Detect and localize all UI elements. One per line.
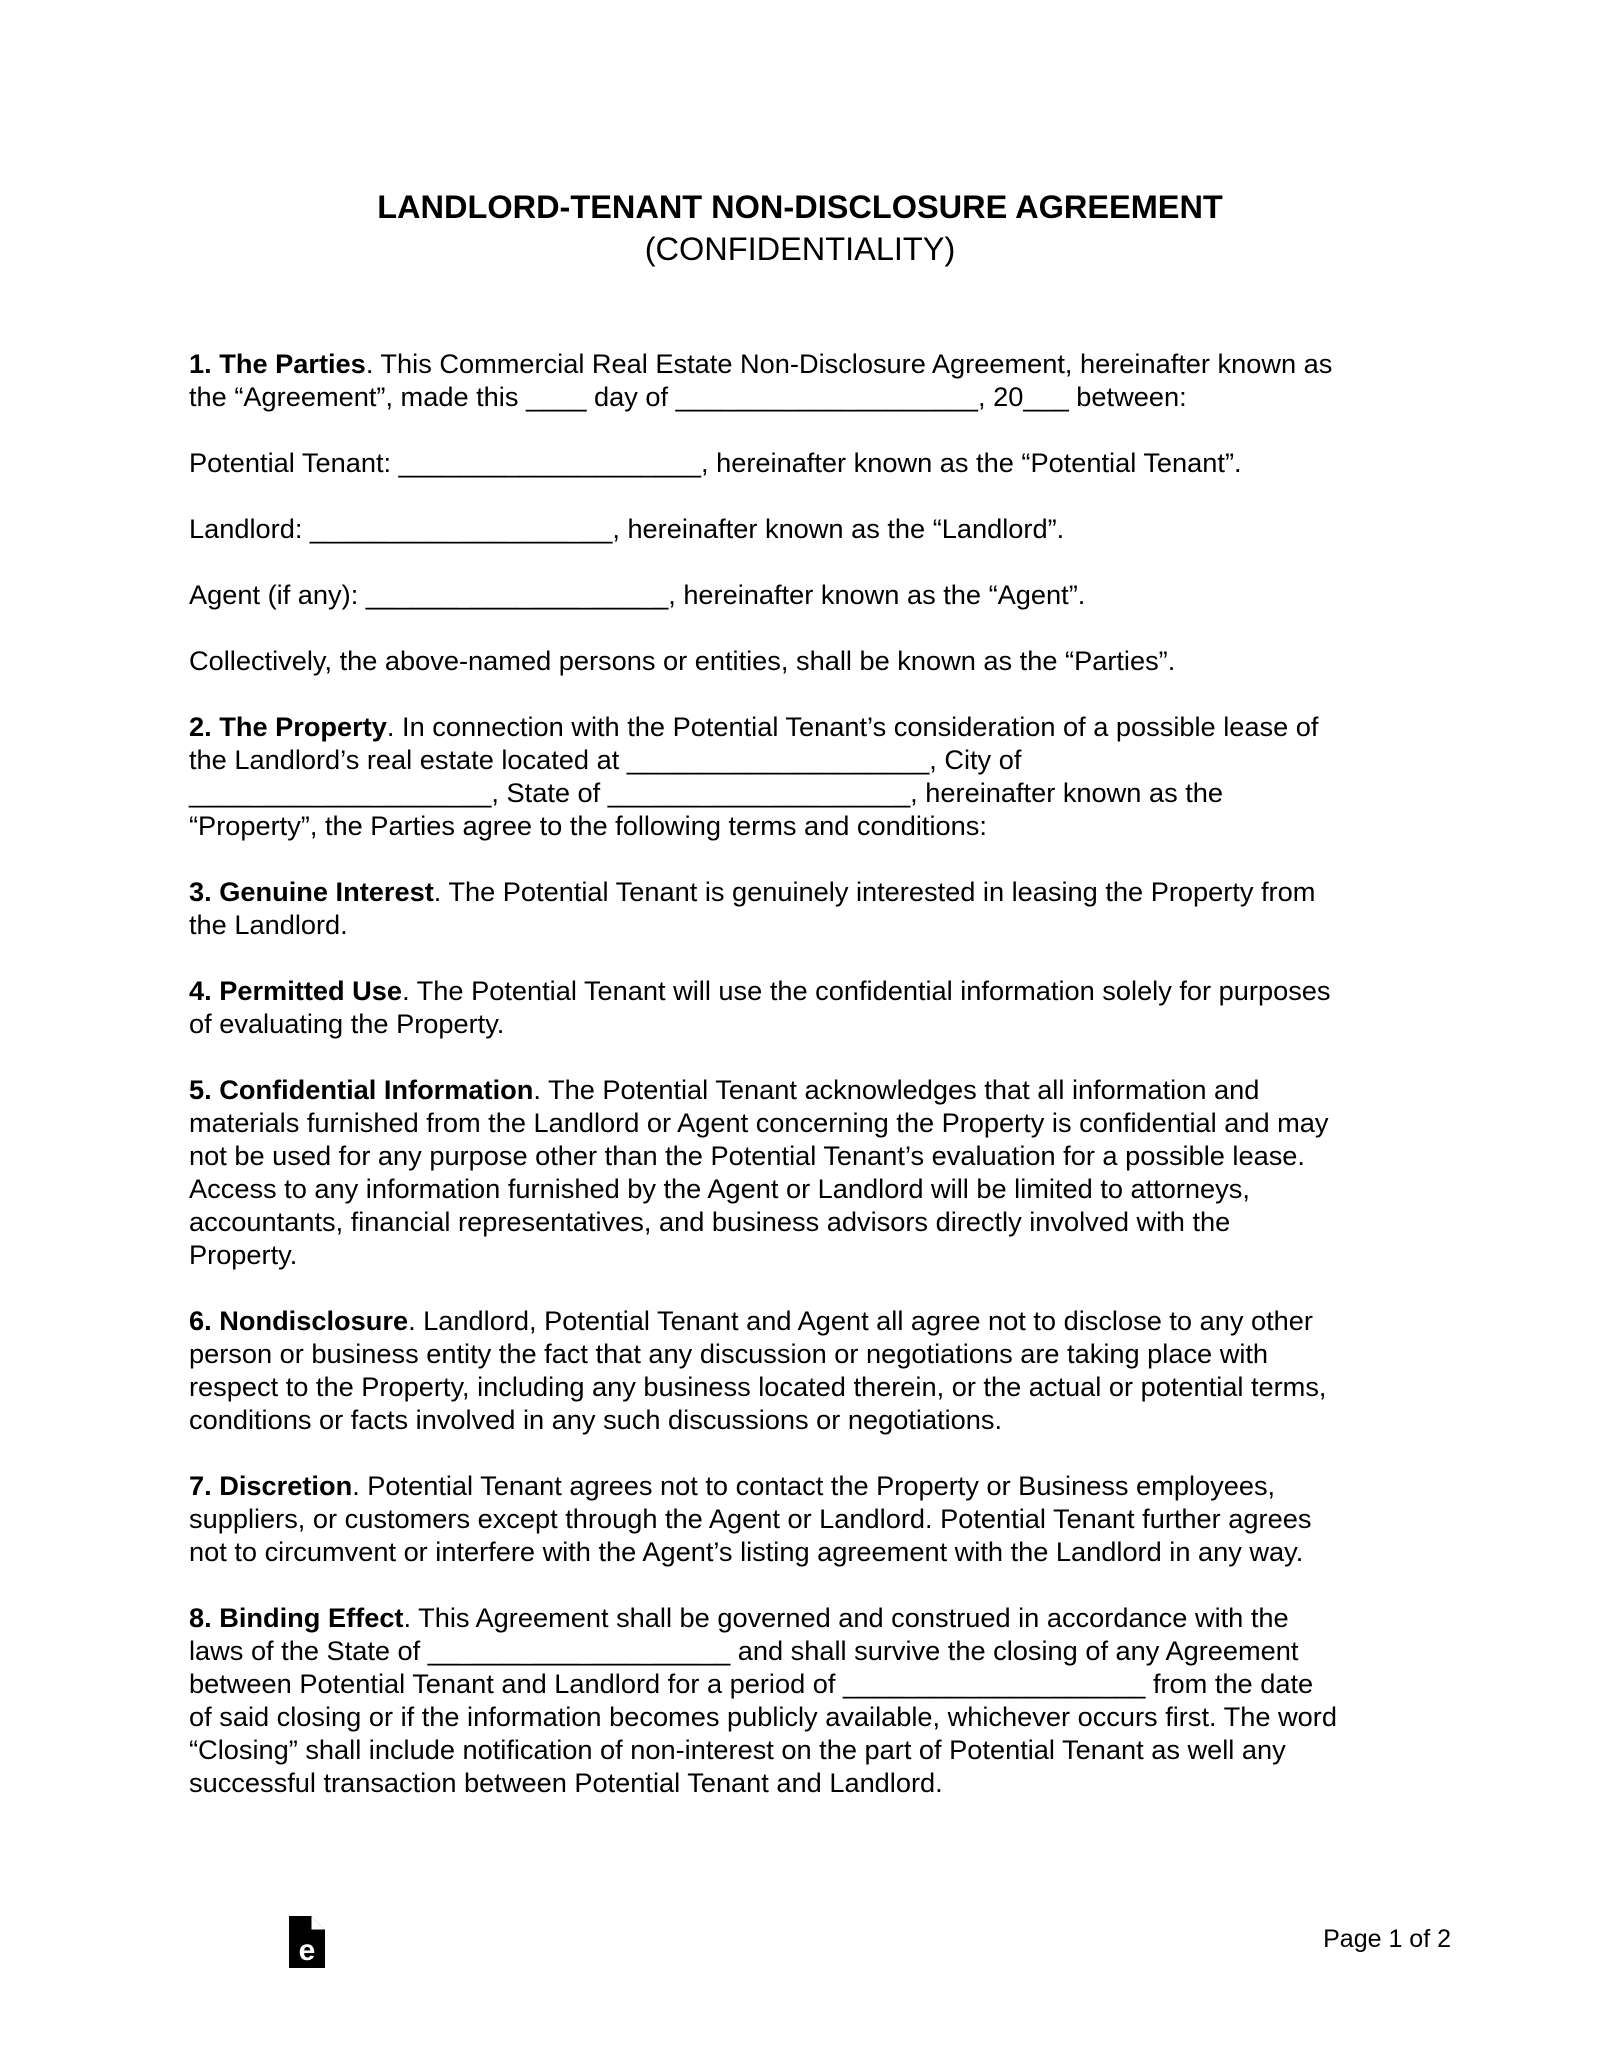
section-heading: 6. Nondisclosure — [189, 1305, 409, 1336]
section-text: . The Potential Tenant acknowledges that all information and materials furnished from the Landlord or Agent concerning the Property is confidential and may not be used for any purpose other than the Potential Tenant’s evaluation for a possible lease. Access to any information furnished by the Agent or Landlord will be limited to attorneys, accountants, financial representatives, and business advisors directly involved with the Property. — [189, 1074, 1329, 1270]
section-heading: 8. Binding Effect — [189, 1602, 404, 1633]
section-text: . This Agreement shall be governed and construed in accordance with the laws of the State of ____________________ and shall survive the closing of any Agreement between Potential Tenant and Landlord for a period of ____________________ from the date of said closing or if the information becomes publicly available, whichever occurs first. The word “Closing” shall include notification of non-interest on the part of Potential Tenant as well any successful transaction between Potential Tenant and Landlord. — [189, 1602, 1337, 1798]
section-heading: 3. Genuine Interest — [189, 876, 434, 907]
section-heading: 5. Confidential Information — [189, 1074, 534, 1105]
document-title: LANDLORD-TENANT NON-DISCLOSURE AGREEMENT — [377, 189, 1223, 225]
section-text: . Landlord, Potential Tenant and Agent all agree not to disclose to any other person or business entity the fact that any discussion or negotiations are taking place with respect to the Property, including any business located therein, or the actual or potential terms, conditions or facts involved in any such discussions or negotiations. — [189, 1305, 1327, 1435]
section-text: Collectively, the above-named persons or entities, shall be known as the “Parties”. — [189, 645, 1176, 676]
section-heading: 7. Discretion — [189, 1470, 353, 1501]
party-potential-tenant — [189, 446, 1429, 479]
svg-text:e: e — [298, 1934, 316, 1967]
section-confidential-information — [189, 1073, 1429, 1271]
section-property — [189, 710, 1429, 842]
parties-collective — [189, 644, 1429, 677]
title-block — [0, 186, 1600, 270]
section-binding-effect — [189, 1601, 1429, 1799]
section-permitted-use — [189, 974, 1429, 1040]
section-heading: 4. Permitted Use — [189, 975, 403, 1006]
agreement-body — [189, 347, 1429, 1832]
section-text: . The Potential Tenant will use the confidential information solely for purposes of evaluating the Property. — [189, 975, 1331, 1039]
eforms-logo-icon — [289, 1916, 325, 1968]
party-landlord — [189, 512, 1429, 545]
section-text: . The Potential Tenant is genuinely interested in leasing the Property from the Landlord. — [189, 876, 1316, 940]
section-text: Potential Tenant: ____________________, hereinafter known as the “Potential Tenant”. — [189, 447, 1242, 478]
section-text: Agent (if any): ____________________, hereinafter known as the “Agent”. — [189, 579, 1086, 610]
section-text: Landlord: ____________________, hereinafter known as the “Landlord”. — [189, 513, 1065, 544]
section-text: . This Commercial Real Estate Non-Disclosure Agreement, hereinafter known as the “Agreement”, made this ____ day of ____________________, 20___ between: — [189, 348, 1333, 412]
party-agent — [189, 578, 1429, 611]
section-heading: 2. The Property — [189, 711, 387, 742]
page-number: Page 1 of 2 — [1323, 1925, 1451, 1953]
section-parties — [189, 347, 1429, 413]
section-nondisclosure — [189, 1304, 1429, 1436]
section-text: . Potential Tenant agrees not to contact the Property or Business employees, suppliers, or customers except through the Agent or Landlord. Potential Tenant further agrees not to circumvent or interfere with the Agent’s listing agreement with the Landlord in any way. — [189, 1470, 1312, 1567]
section-genuine-interest — [189, 875, 1429, 941]
document-subtitle: (CONFIDENTIALITY) — [644, 231, 956, 267]
section-text: . In connection with the Potential Tenant’s consideration of a possible lease of the Landlord’s real estate located at ____________________, City of ____________________, State of ____________________, hereinafter known as the “Property”, the Parties agree to the following terms and conditions: — [189, 711, 1319, 841]
section-discretion — [189, 1469, 1429, 1568]
section-heading: 1. The Parties — [189, 348, 366, 379]
